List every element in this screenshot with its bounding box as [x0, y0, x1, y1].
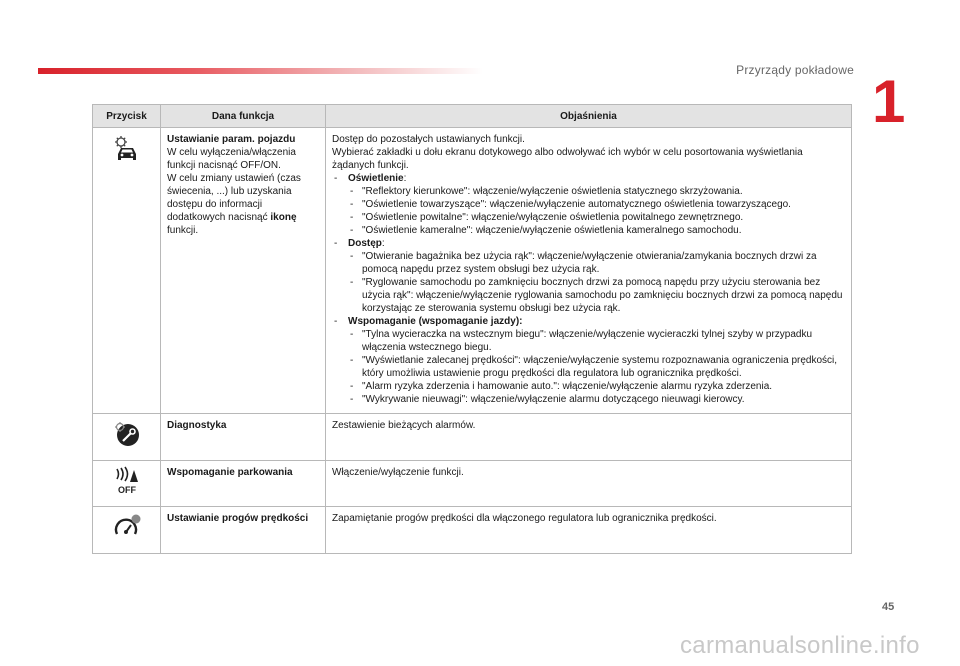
function-desc-line: W celu zmiany ustawień (czas świecenia, ...) lub uzyskania dostępu do informacji dodatkowych nacisnąć: [167, 173, 301, 223]
table-header-row: [93, 105, 852, 128]
column-header-explanation: Objaśnienia: [326, 105, 852, 128]
list-item: - "Oświetlenie kameralne": włączenie/wyłączenie oświetlenia kameralnego samochodu.: [348, 224, 845, 237]
list-item: - "Wykrywanie nieuwagi": włączenie/wyłączenie alarmu dotyczącego nieuwagi kierowcy.: [348, 393, 845, 406]
list-item: - "Alarm ryzyka zderzenia i hamowanie auto.": włączenie/wyłączenie alarmu ryzyka zderzenia.: [348, 380, 845, 393]
gear-car-icon: [111, 133, 143, 165]
group-items: [348, 328, 845, 406]
settings-group: [332, 237, 845, 315]
function-desc-bold: ikonę: [270, 212, 297, 223]
explanation-cell: Zapamiętanie progów prędkości dla włączonego regulatora lub ogranicznika prędkości.: [326, 507, 852, 554]
list-item: - "Ryglowanie samochodu po zamknięciu bocznych drzwi za pomocą napędu przy użyciu sterowania bez użycia rąk": włączenie/wyłączenie ryglowania samochodu po zamknięciu bocznych drzwi za pomocą napędu korzystając ze sterowania systemu obsługi bez użycia rąk.: [348, 276, 845, 315]
list-item: - "Reflektory kierunkowe": włączenie/wyłączenie oświetlenia statycznego skrzyżowania.: [348, 185, 845, 198]
functions-table: [92, 104, 852, 554]
explanation-intro: Dostęp do pozostałych ustawianych funkcji.: [332, 134, 525, 145]
table-row: [93, 507, 852, 554]
column-header-function: Dana funkcja: [161, 105, 326, 128]
table-row: [93, 128, 852, 414]
list-item: - "Tylna wycieraczka na wstecznym biegu": włączenie/wyłączenie wycieraczki tylnej szyby w przypadku włączenia wstecznego biegu.: [348, 328, 845, 354]
icon-cell: [93, 461, 161, 507]
group-title-suffix: :: [381, 238, 385, 249]
group-items: [348, 250, 845, 315]
group-title: Dostęp: [348, 238, 382, 249]
explanation-intro: Wybierać zakładki u dołu ekranu dotykowego albo odwoływać ich wybór w celu posortowania wyświetlania żądanych funkcji.: [332, 147, 803, 171]
park-assist-off-icon: [110, 465, 144, 495]
group-title-suffix: :: [403, 173, 407, 184]
settings-group: [332, 315, 845, 406]
function-cell: [161, 128, 326, 414]
group-items: [348, 185, 845, 237]
park-assist-off-label: OFF: [117, 485, 136, 495]
speed-threshold-icon: [111, 512, 143, 542]
header-accent-bar: [38, 68, 483, 74]
settings-group: [332, 172, 845, 237]
icon-cell: [93, 414, 161, 461]
table-row: [93, 461, 852, 507]
list-item: - "Oświetlenie powitalne": włączenie/wyłączenie oświetlenia powitalnego zewnętrznego.: [348, 211, 845, 224]
chapter-number: 1: [872, 68, 906, 135]
group-title: Oświetlenie: [348, 173, 404, 184]
watermark: carmanualsonline.info: [680, 632, 920, 659]
function-desc-line: W celu wyłączenia/włączenia funkcji nacisnąć OFF/ON.: [167, 147, 296, 171]
function-name: Diagnostyka: [167, 420, 227, 431]
function-name: Ustawianie param. pojazdu: [167, 134, 296, 145]
function-cell: [161, 414, 326, 461]
section-title: Przyrządy pokładowe: [736, 63, 854, 77]
diagnostics-icon: [111, 419, 143, 449]
settings-group-list: [332, 172, 845, 406]
list-item: - "Otwieranie bagażnika bez użycia rąk": włączenie/wyłączenie otwierania/zamykania bocznych drzwi za pomocą napędu przez system obsługi bez użycia rąk.: [348, 250, 845, 276]
function-name: Ustawianie progów prędkości: [167, 513, 309, 524]
table-row: [93, 414, 852, 461]
list-item: - "Wyświetlanie zalecanej prędkości": włączenie/wyłączenie systemu rozpoznawania ograniczenia prędkości, który umożliwia ustawienie progu prędkości dla regulatora lub ogranicznika prędkości.: [348, 354, 845, 380]
function-cell: [161, 461, 326, 507]
icon-cell: [93, 128, 161, 414]
explanation-cell: Włączenie/wyłączenie funkcji.: [326, 461, 852, 507]
function-desc-line: funkcji.: [167, 225, 199, 236]
explanation-cell: Zestawienie bieżących alarmów.: [326, 414, 852, 461]
function-cell: [161, 507, 326, 554]
group-title: Wspomaganie (wspomaganie jazdy):: [348, 316, 523, 327]
explanation-cell: [326, 128, 852, 414]
page-number: 45: [882, 601, 895, 613]
list-item: - "Oświetlenie towarzyszące": włączenie/wyłączenie automatycznego oświetlenia towarzyszącego.: [348, 198, 845, 211]
column-header-button: Przycisk: [93, 105, 161, 128]
icon-cell: [93, 507, 161, 554]
function-name: Wspomaganie parkowania: [167, 467, 293, 478]
